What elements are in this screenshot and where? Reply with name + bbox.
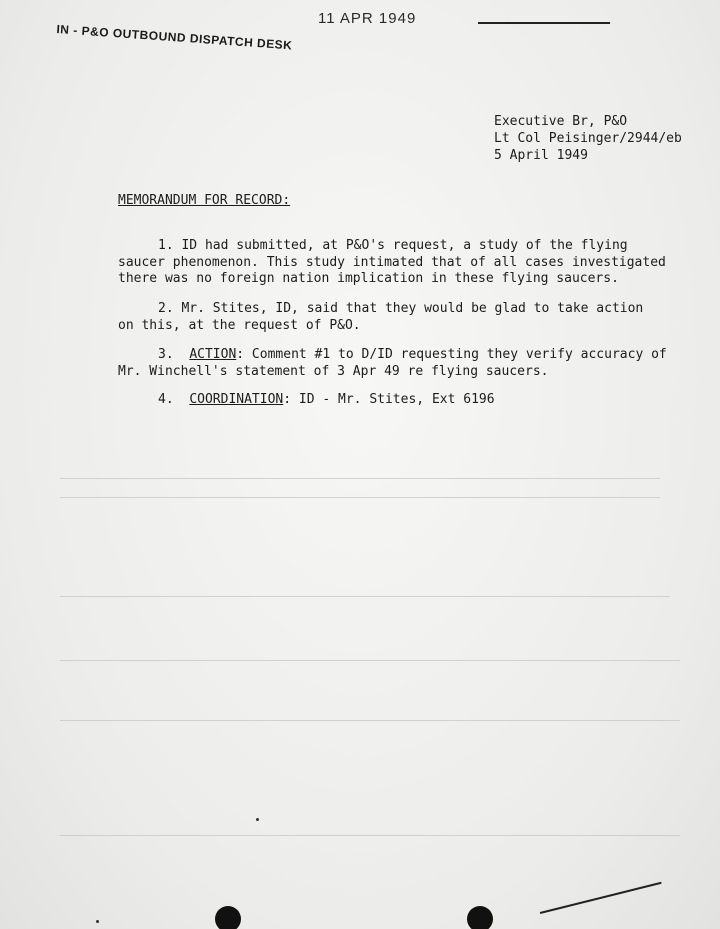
coordination-label: COORDINATION bbox=[189, 392, 284, 407]
paragraph-1-line-1: 1. ID had submitted, at P&O's request, a study of the flying bbox=[158, 238, 628, 253]
paragraph-3-number: 3. bbox=[158, 347, 174, 362]
pen-stroke bbox=[540, 882, 662, 914]
paragraph-4 bbox=[118, 392, 678, 409]
memo-heading: MEMORANDUM FOR RECORD: bbox=[118, 193, 291, 208]
bleed-through-line bbox=[60, 497, 660, 498]
officer-line: Lt Col Peisinger/2944/eb bbox=[494, 131, 682, 146]
bleed-through-line bbox=[60, 720, 680, 721]
paragraph-4-number: 4. bbox=[158, 392, 174, 407]
paragraph-3-line-2: Mr. Winchell's statement of 3 Apr 49 re flying saucers. bbox=[118, 363, 549, 379]
paragraph-4-line-1 bbox=[118, 392, 678, 409]
bleed-through-line bbox=[60, 660, 680, 661]
top-right-rule bbox=[478, 22, 610, 24]
paragraph-3 bbox=[118, 347, 678, 380]
paragraph-1-line-3: there was no foreign nation implication in these flying saucers. bbox=[118, 271, 619, 286]
paragraph-2-line-1: 2. Mr. Stites, ID, said that they would be glad to take action bbox=[158, 301, 644, 316]
action-label: ACTION bbox=[189, 347, 237, 362]
paragraph-2-line-2: on this, at the request of P&O. bbox=[118, 317, 361, 333]
bleed-through-line bbox=[60, 596, 670, 597]
speck bbox=[96, 920, 99, 923]
office-line: Executive Br, P&O bbox=[494, 114, 628, 129]
punch-hole-right bbox=[467, 906, 493, 929]
paragraph-1-line-2: saucer phenomenon. This study intimated that of all cases investigated bbox=[118, 254, 666, 270]
originator-block bbox=[494, 113, 682, 164]
bleed-through-line bbox=[60, 478, 660, 479]
action-text: : Comment #1 to D/ID requesting they verify accuracy of bbox=[236, 347, 667, 362]
dispatch-desk-stamp: IN - P&O OUTBOUND DISPATCH DESK bbox=[56, 22, 293, 53]
bleed-through-line bbox=[60, 835, 680, 836]
speck bbox=[256, 818, 259, 821]
punch-hole-left bbox=[215, 906, 241, 929]
paragraph-2 bbox=[118, 301, 678, 334]
coordination-text: : ID - Mr. Stites, Ext 6196 bbox=[283, 392, 495, 407]
memo-date: 5 April 1949 bbox=[494, 148, 588, 163]
paragraph-1 bbox=[118, 238, 678, 288]
received-date-stamp: 11 APR 1949 bbox=[318, 10, 417, 27]
paragraph-3-line-1 bbox=[118, 347, 678, 364]
